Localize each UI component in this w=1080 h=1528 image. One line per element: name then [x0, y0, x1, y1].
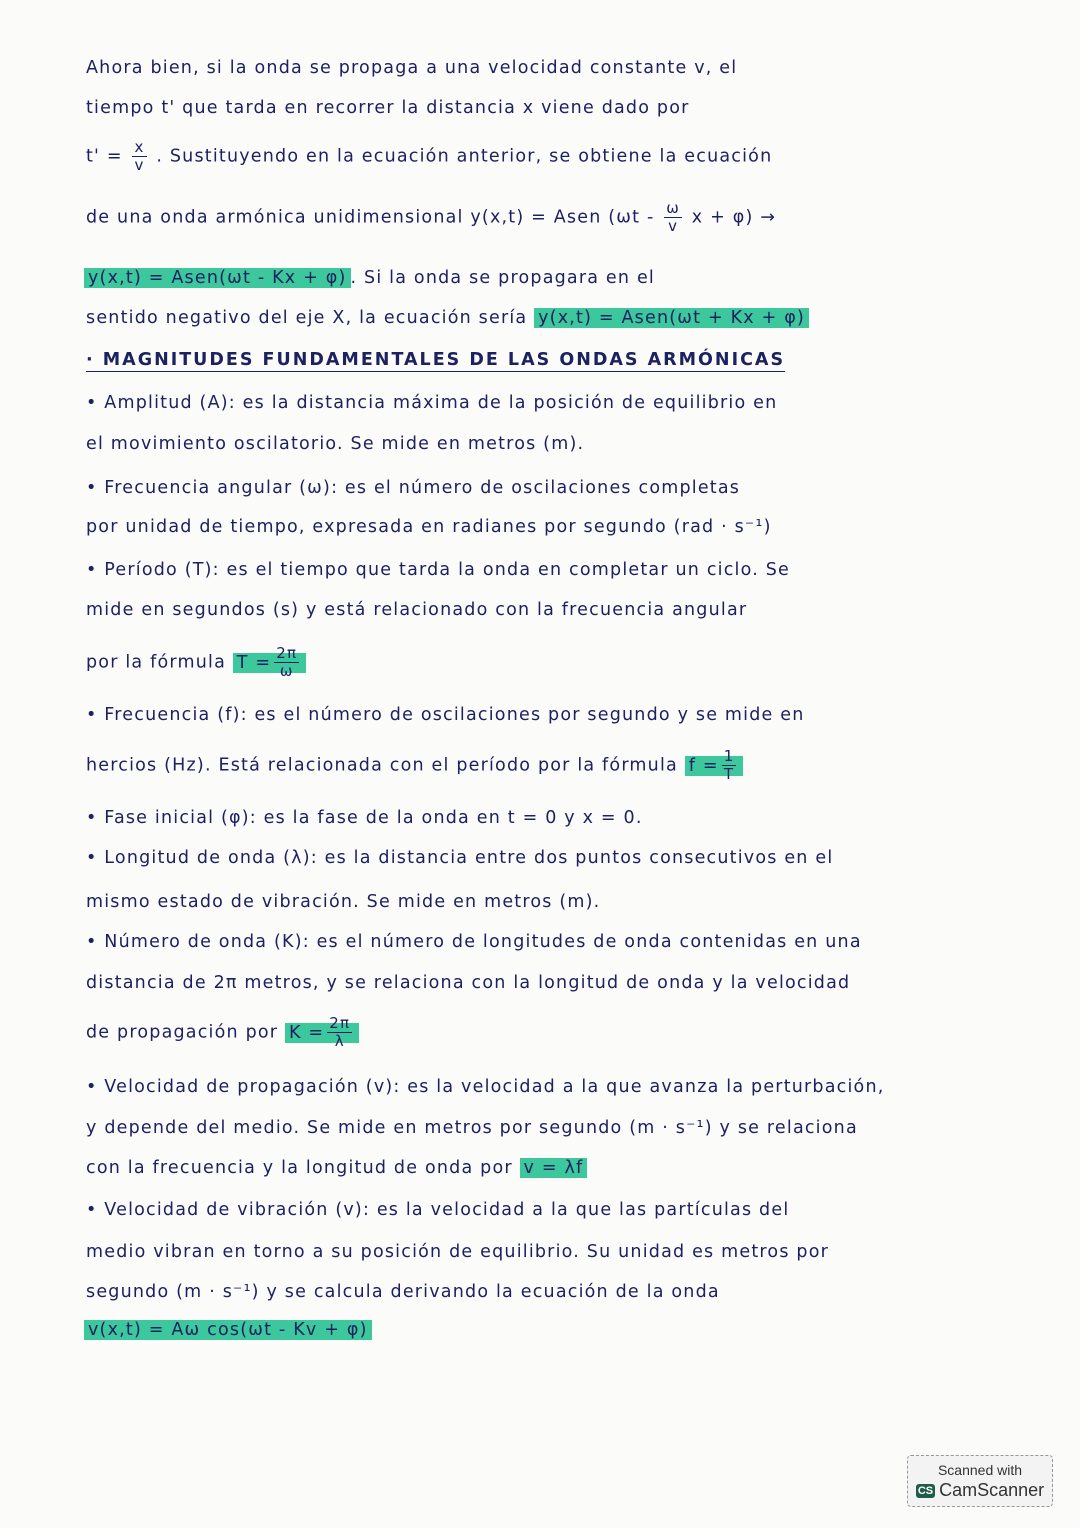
text-line	[86, 305, 809, 331]
highlighted-formula: y(x,t) = Asen(ωt - Kx + φ)	[84, 268, 351, 288]
brand-name: CamScanner	[939, 1480, 1045, 1500]
fraction	[664, 200, 682, 235]
watermark-caption: Scanned with	[937, 1462, 1023, 1478]
text: sentido negativo del eje X, la ecuación sería	[86, 308, 528, 328]
text: f =	[688, 755, 719, 776]
text-line: • Período (T): es el tiempo que tarda la onda en completar un ciclo. Se	[86, 560, 791, 580]
text-line: • Frecuencia (f): es el número de oscilaciones por segundo y se mide en	[86, 705, 805, 725]
text-line: por unidad de tiempo, expresada en radianes por segundo (rad · s⁻¹)	[86, 517, 772, 537]
text-line: • Fase inicial (φ): es la fase de la onda en t = 0 y x = 0.	[86, 808, 643, 828]
fraction	[722, 748, 737, 783]
numerator: 1	[723, 747, 735, 765]
denominator: v	[134, 156, 145, 174]
camscanner-watermark	[907, 1455, 1053, 1507]
numerator: 2π	[329, 1014, 351, 1032]
section-heading: · MAGNITUDES FUNDAMENTALES DE LAS ONDAS ARMÓNICAS	[86, 350, 786, 370]
text-line: medio vibran en torno a su posición de equilibrio. Su unidad es metros por	[86, 1242, 830, 1262]
denominator: T	[723, 765, 735, 783]
text: . Sustituyendo en la ecuación anterior, se obtiene la ecuación	[156, 146, 773, 167]
text-line	[86, 200, 776, 235]
numerator: x	[134, 138, 145, 156]
denominator: v	[668, 217, 679, 235]
text-line: tiempo t' que tarda en recorrer la distancia x viene dado por	[86, 98, 690, 118]
text-line	[86, 748, 743, 783]
highlighted-formula	[233, 644, 307, 680]
text-line: segundo (m · s⁻¹) y se calcula derivando la ecuación de la onda	[86, 1282, 720, 1302]
text-line: • Longitud de onda (λ): es la distancia entre dos puntos consecutivos en el	[86, 848, 834, 868]
text: con la frecuencia y la longitud de onda por	[86, 1158, 513, 1178]
fraction	[132, 139, 146, 174]
text: x + φ) →	[691, 207, 777, 228]
text-line	[86, 1155, 587, 1181]
text: K =	[288, 1022, 325, 1043]
text: t' =	[86, 146, 123, 167]
text: T =	[236, 652, 272, 673]
text: . Si la onda se propagara en el	[350, 268, 655, 288]
cs-logo-icon: CS	[917, 1484, 934, 1497]
text-line: distancia de 2π metros, y se relaciona con la longitud de onda y la velocidad	[86, 973, 851, 993]
highlighted-formula: v(x,t) = Aω cos(ωt - Kv + φ)	[84, 1320, 372, 1340]
highlighted-formula	[285, 1014, 359, 1050]
highlighted-formula: v = λf	[520, 1158, 588, 1178]
numerator: 2π	[276, 644, 298, 662]
text-line	[86, 1015, 359, 1050]
text: por la fórmula	[86, 652, 227, 673]
text-line: • Frecuencia angular (ω): es el número de oscilaciones completas	[86, 478, 741, 498]
text-line: • Amplitud (A): es la distancia máxima de la posición de equilibrio en	[86, 393, 778, 413]
fraction	[274, 645, 299, 680]
fraction	[327, 1015, 352, 1050]
text-line: y depende del medio. Se mide en metros por segundo (m · s⁻¹) y se relaciona	[86, 1118, 858, 1138]
text-line: • Velocidad de vibración (v): es la velocidad a la que las partículas del	[86, 1200, 790, 1220]
text-line: Ahora bien, si la onda se propaga a una velocidad constante v, el	[86, 58, 738, 78]
text-line	[86, 139, 772, 174]
denominator: λ	[334, 1032, 345, 1050]
denominator: ω	[279, 662, 294, 680]
highlighted-formula	[685, 747, 744, 783]
text-line	[86, 645, 306, 680]
text: hercios (Hz). Está relacionada con el período por la fórmula	[86, 755, 678, 776]
text-line	[84, 1317, 372, 1343]
text-line: mismo estado de vibración. Se mide en metros (m).	[86, 892, 601, 912]
text-line: el movimiento oscilatorio. Se mide en metros (m).	[86, 434, 585, 454]
highlighted-formula: y(x,t) = Asen(ωt + Kx + φ)	[534, 308, 809, 328]
text-line: mide en segundos (s) y está relacionado con la frecuencia angular	[86, 600, 748, 620]
text-line: • Velocidad de propagación (v): es la velocidad a la que avanza la perturbación,	[86, 1077, 885, 1097]
text-line: • Número de onda (K): es el número de longitudes de onda contenidas en una	[86, 932, 862, 952]
numerator: ω	[666, 199, 681, 217]
text-line	[84, 265, 655, 291]
camscanner-logo	[908, 1480, 1052, 1501]
text: de propagación por	[86, 1022, 279, 1043]
text: de una onda armónica unidimensional y(x,t) = Asen (ωt -	[86, 207, 655, 228]
